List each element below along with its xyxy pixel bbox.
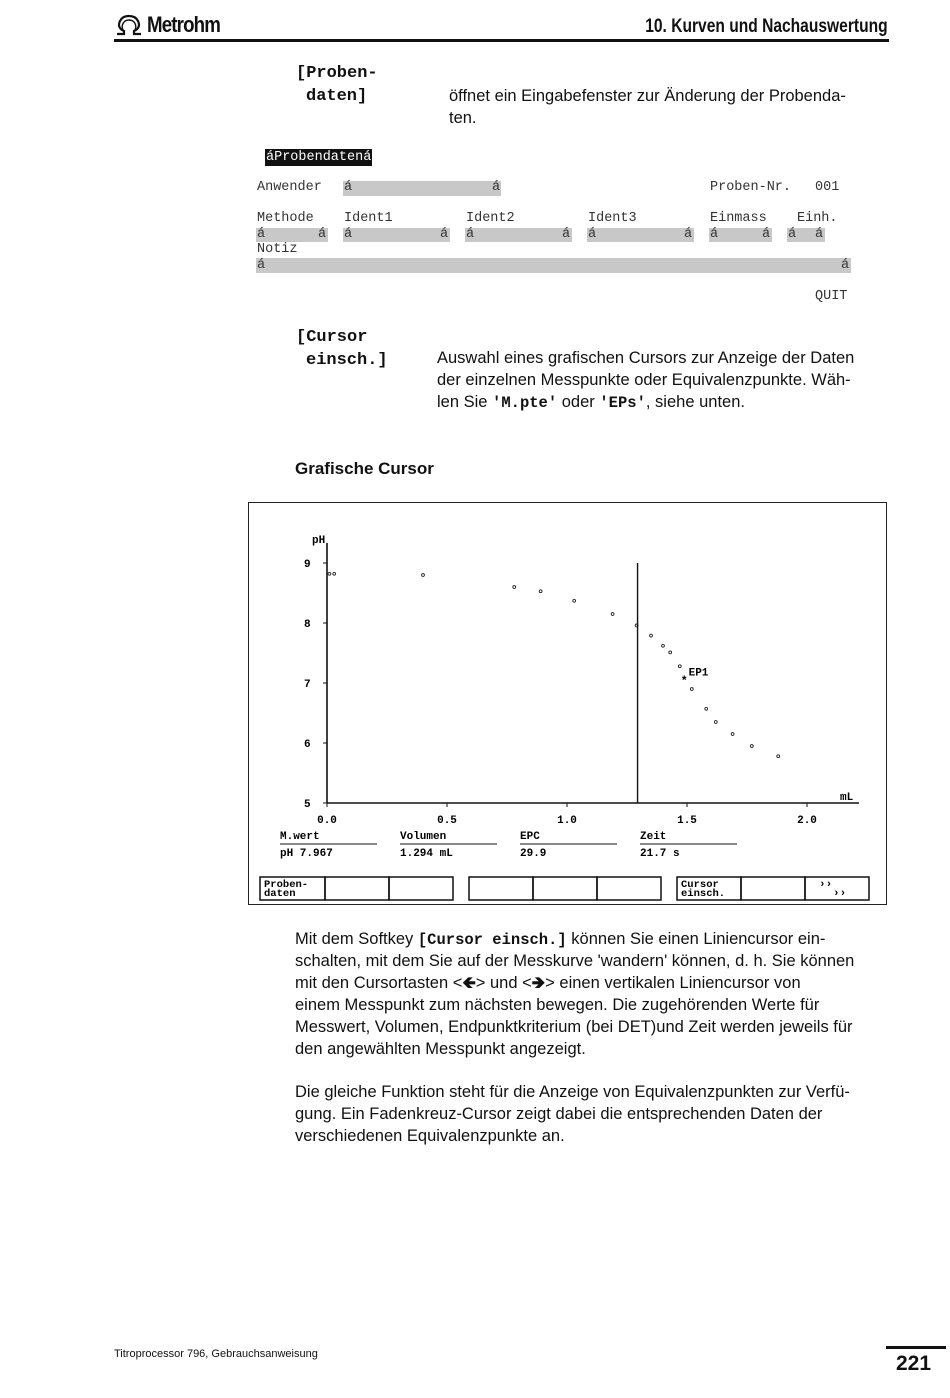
paragraph2-line1: Die gleiche Funktion steht für die Anzeige von Equivalenzpunkten zur Verfü- <box>295 1083 850 1101</box>
field-marker: á <box>562 227 571 242</box>
eps-keyword: 'EPs' <box>599 394 646 412</box>
data-point <box>777 755 780 758</box>
softkey-box <box>597 877 661 900</box>
data-point <box>539 590 542 593</box>
p1-l1-post: können Sie einen Liniencursor ein- <box>566 930 826 948</box>
cursor-key-line2: einsch.] <box>306 351 388 370</box>
field-marker: á <box>440 227 449 242</box>
notiz-field-open: á <box>257 258 266 273</box>
data-point <box>750 745 753 748</box>
proben-nr-label: Proben-Nr. <box>710 180 792 195</box>
column-ident1: Ident1 <box>344 211 393 226</box>
notiz-label: Notiz <box>257 242 298 257</box>
x-tick-label: 0.0 <box>317 815 337 827</box>
quit-softkey[interactable]: QUIT <box>815 289 848 304</box>
ep-label: EP1 <box>688 667 709 680</box>
softkey-proben-line1: Proben- <box>264 879 309 891</box>
column-ident2: Ident2 <box>466 211 515 226</box>
paragraph2-line3: verschiedenen Equivalenzpunkte an. <box>295 1127 565 1145</box>
column-einh: Einh. <box>797 211 838 226</box>
p1-l3-pre: mit den Cursortasten < <box>295 974 463 992</box>
y-tick-label: 6 <box>304 739 311 751</box>
cursor-desc-line1: Auswahl eines grafischen Cursors zur Anzeige der Daten <box>437 349 855 367</box>
brand-name: Metrohm <box>147 12 221 37</box>
paragraph1-line3 <box>295 972 895 994</box>
p1-l3-mid: > und < <box>475 974 532 992</box>
cursor-key-line1: [Cursor <box>296 328 368 347</box>
p1-l3-post: > einen vertikalen Liniencursor von <box>545 974 801 992</box>
brand-logo <box>114 10 233 40</box>
ident2-field[interactable] <box>465 228 572 242</box>
ep-marker: * <box>680 674 688 689</box>
p1-l1-pre: Mit dem Softkey <box>295 930 418 948</box>
data-point <box>333 572 336 575</box>
paragraph1-line4: einem Messpunkt zum nächsten bewegen. Die zugehörenden Werte für <box>295 996 820 1014</box>
softkey-box <box>325 877 389 900</box>
cursor-desc-line3 <box>437 391 745 414</box>
readout-label: EPC <box>520 831 540 843</box>
graph-screen <box>248 502 887 905</box>
data-point <box>662 644 665 647</box>
x-axis-label: mL <box>840 792 854 804</box>
footer-rule <box>886 1346 946 1349</box>
field-marker: á <box>684 227 693 242</box>
softkey-cursor-line1: Cursor <box>681 879 719 891</box>
data-point <box>690 688 693 691</box>
y-tick-label: 7 <box>304 679 311 691</box>
x-tick-label: 2.0 <box>797 815 817 827</box>
field-marker: á <box>588 227 597 242</box>
field-marker: á <box>762 227 771 242</box>
cursor-einsch-keyword: [Cursor einsch.] <box>417 931 567 949</box>
data-point <box>513 586 516 589</box>
readout-label: Volumen <box>400 831 447 843</box>
section-heading: Grafische Cursor <box>295 459 434 478</box>
anwender-field-open: á <box>344 180 353 195</box>
paragraph1-line6: den angewählten Messpunkt angezeigt. <box>295 1040 586 1058</box>
titration-chart <box>249 503 886 904</box>
data-point <box>669 651 672 654</box>
probendaten-desc-line1: öffnet ein Eingabefenster zur Änderung der Probenda- <box>449 87 846 105</box>
paragraph1-line5: Messwert, Volumen, Endpunktkriterium (bei DET)und Zeit werden jeweils für <box>295 1018 853 1036</box>
data-point <box>328 572 331 575</box>
readout-value: 21.7 s <box>640 848 680 860</box>
field-marker: á <box>257 227 266 242</box>
ident3-field[interactable] <box>587 228 694 242</box>
cursor-desc-line2: der einzelnen Messpunkte oder Equivalenzpunkte. Wäh- <box>437 371 851 389</box>
field-marker: á <box>344 227 353 242</box>
field-marker: á <box>466 227 475 242</box>
anwender-label: Anwender <box>257 180 322 195</box>
field-marker: á <box>318 227 327 242</box>
data-point <box>678 665 681 668</box>
readout-value: pH 7.967 <box>280 848 333 860</box>
arrow-right-icon: 🡺 <box>531 973 546 992</box>
data-point <box>573 599 576 602</box>
data-point <box>650 634 653 637</box>
paragraph1-line2: schalten, mit dem Sie auf der Messkurve 'wandern' können, d. h. Sie können <box>295 952 855 970</box>
y-tick-label: 9 <box>304 559 311 571</box>
column-ident3: Ident3 <box>588 211 637 226</box>
readout-label: M.wert <box>280 831 320 843</box>
field-marker: á <box>815 227 824 242</box>
notiz-field-close: á <box>841 258 850 273</box>
sample-form-title: áProbendatená <box>266 150 372 165</box>
data-point <box>422 574 425 577</box>
anwender-field-close: á <box>492 180 501 195</box>
page-number: 221 <box>896 1352 932 1375</box>
readout-value: 1.294 mL <box>400 848 453 860</box>
column-methode: Methode <box>257 211 314 226</box>
x-tick-label: 0.5 <box>437 815 457 827</box>
x-tick-label: 1.0 <box>557 815 577 827</box>
anwender-field[interactable] <box>343 181 501 196</box>
softkey-box <box>469 877 533 900</box>
omega-logo-icon <box>114 14 144 36</box>
probendaten-key-line1: [Proben- <box>296 64 378 83</box>
data-point <box>705 707 708 710</box>
probendaten-desc-line2: ten. <box>449 109 477 127</box>
mpte-keyword: 'M.pte' <box>492 394 558 412</box>
data-point <box>731 733 734 736</box>
data-point <box>714 721 717 724</box>
arrow-left-icon: 🡸 <box>462 973 476 992</box>
field-marker: á <box>710 227 719 242</box>
ident1-field[interactable] <box>343 228 450 242</box>
y-tick-label: 8 <box>304 619 311 631</box>
softkey-more-line2: ›› <box>833 888 847 900</box>
header-rule <box>114 39 889 42</box>
column-einmass: Einmass <box>710 211 767 226</box>
paragraph2-line2: gung. Ein Fadenkreuz-Cursor zeigt dabei die entsprechenden Daten der <box>295 1105 823 1123</box>
readout-value: 29.9 <box>520 848 547 860</box>
y-axis-label: pH <box>312 535 326 547</box>
notiz-field[interactable] <box>256 258 851 273</box>
footer-doc-title: Titroprocessor 796, Gebrauchsanweisung <box>114 1348 318 1360</box>
cursor-desc-line3-pre: len Sie <box>437 393 493 411</box>
softkey-box <box>389 877 453 900</box>
x-tick-label: 1.5 <box>677 815 697 827</box>
y-tick-label: 5 <box>304 799 311 811</box>
section-title: 10. Kurven und Nachauswertung <box>645 16 888 37</box>
proben-nr-value: 001 <box>815 180 840 195</box>
cursor-desc-line3-post: , siehe unten. <box>645 393 745 411</box>
softkey-more-line1: ›› <box>819 879 833 891</box>
paragraph1-line1 <box>295 928 895 951</box>
probendaten-key-line2: daten] <box>306 87 368 106</box>
softkey-cursor-line2: einsch. <box>681 888 726 900</box>
softkey-box <box>741 877 805 900</box>
cursor-desc-line3-mid: oder <box>557 393 600 411</box>
data-point <box>611 613 614 616</box>
field-marker: á <box>788 227 797 242</box>
readout-label: Zeit <box>640 831 667 843</box>
softkey-box <box>533 877 597 900</box>
softkey-proben-line2: daten <box>264 888 296 900</box>
